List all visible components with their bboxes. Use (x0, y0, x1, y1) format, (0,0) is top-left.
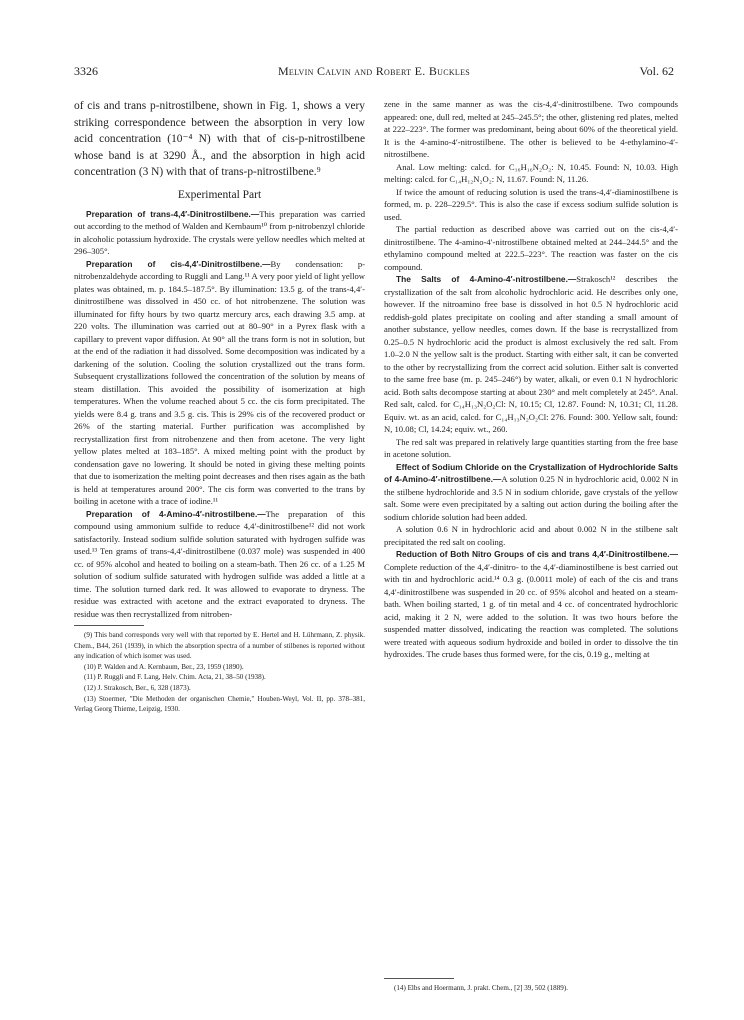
paragraph (384, 186, 678, 224)
paragraph-heading: Preparation of cis-4,4′-Dinitrostilbene.— (86, 258, 271, 269)
paragraph (384, 436, 678, 461)
paragraph (384, 548, 678, 661)
footnote: (9) This band corresponds very well with that reported by E. Hertel and H. Lührmann, Z. physik. Chem., B44, 261 (1939), in which the absorption spectra of a number of stilbenes is reported without any indication of which isomer was used. (74, 631, 365, 661)
paragraph (384, 223, 678, 273)
paragraph-text: The red salt was prepared in relatively large quantities starting from the free base in acetone solution. (384, 436, 678, 459)
right-column (384, 98, 678, 661)
paragraph-text: The preparation of this compound using ammonium sulfide to reduce 4,4′-dinitrostilbene¹² did not work satisfactorily. Instead sodium sulfide solution saturated with hydrogen sulfide was used.¹³ Ten grams of trans-4,4′-dinitrostilbene (0.037 mole) was suspended in 400 cc. of 95% alcohol and heated to boiling on a steam-bath. Then 26 cc. of a 1.25 M solution of sodium sulfide saturated with hydrogen sulfide was added a little at a time. The solution turned dark red. It was allowed to evaporate to dryness. The residue was extracted with acetone and the extract evaporated to dryness. The residue was then recrystallized from nitroben- (74, 508, 365, 619)
paragraph-text: The partial reduction as described above was carried out on the cis-4,4′-dinitrostilbene. The 4-amino-4′-nitrostilbene obtained melted at 244–244.5° and the ethylamino compound melted at 222.5–223°. The reaction was faster on the cis compound. (384, 224, 678, 272)
volume-label: Vol. 62 (639, 64, 674, 78)
paragraph-text: This preparation was carried out according to the method of Walden and Kernbaum¹⁰ from p-nitrobenzyl chloride in alcoholic potassium hydroxide. The crystals were yellow needles which melted at 296–305°. (74, 208, 366, 256)
footnote: (11) P. Ruggli and F. Lang, Helv. Chim. Acta, 21, 38–50 (1938). (84, 673, 266, 682)
paragraph-text: If twice the amount of reducing solution is used the trans-4,4′-diaminostilbene is formed, m. p. 228–229.5°. This is also the case if excess sodium sulfide solution is used. (384, 186, 678, 222)
paragraph (384, 98, 678, 161)
paragraph (384, 273, 678, 436)
paragraph (74, 208, 365, 258)
paragraph-heading: Preparation of trans-4,4′-Dinitrostilbene.— (86, 208, 260, 219)
paragraph-heading: Reduction of Both Nitro Groups of cis and trans 4,4′-Dinitrostilbene.— (396, 549, 678, 559)
paragraph-text: A solution 0.25 N in hydrochloric acid, 0.002 N in the stilbene hydrochloride and 3.5 N in sodium chloride, gave crystals of the yellow salt. Some were even precipitated by a salting out action during the boiling after the sodium chloride solution had been added. (384, 474, 678, 522)
paragraph-text: Strakosch¹² describes the crystallization of the salt from alcoholic hydrochloric acid. He describes only one, however. If the nitroamino free base is dissolved in hot 0.5 N hydrochloric acid reddish-gold plates precipitate on cooling and after standing a small amount of another substance, yellow needles, comes down. If the base is recrystallized from 0.25–0.5 N hydrochloric acid the product is almost exclusively the red salt. From 1.0–2.0 N the yellow salt is the product. Starting with either salt, it can be converted to the other by recrystallizing from the correct acid solution. Either salt is converted to the same free base (m. p. 245–246°) by water, alkali, or even 0.1 N hydrochloric acid. Both salts decompose starting at about 230° and melt completely at 245°. Anal. Red salt, calcd. for C₁₄H₁₃N₂O₂Cl: N, 10.15; Cl, 12.87. Found: N, 10.31; Cl, 11.28. Equiv. wt. as an acid, calcd. for C₁₄H₁₃N₂O₂Cl: 276. Found: 300. Yellow salt, found: N, 10.08; Cl, 14.24; equiv. wt., 260. (384, 274, 678, 434)
paragraph (384, 523, 678, 548)
paragraph (384, 161, 678, 186)
left-column (74, 98, 365, 715)
paragraph (74, 508, 365, 621)
footnote: (12) J. Strakosch, Ber., 6, 328 (1873). (84, 683, 191, 692)
paragraph-text: Complete reduction of the 4,4′-dinitro- to the 4,4′-diaminostilbene is best carried out with tin and hydrochloric acid.¹⁴ 0.3 g. (0.0011 mole) of each of the cis and trans 4,4′-dinitrostilbene was suspended in 20 cc. of 95% alcohol and heated on a steam-bath. When boiling started, 1 g. of tin metal and 4 cc. of concentrated hydrochloric acid, making it 2 N, were added to the solution. It was two hours before the suspended matter dissolved, indicating the reaction was completed. The solutions were treated with aqueous sodium hydroxide and boiled in order to dissolve the tin hydroxides. The crude bases thus formed were, for the cis, 0.19 g., melting at (384, 561, 678, 659)
paragraph (74, 258, 365, 508)
footnote-divider (384, 978, 454, 979)
paragraph-heading: Effect of Sodium Chloride on the Crystallization of Hydrochloride Salts of 4-Amino-4′-nitrostilbene.— (384, 461, 678, 484)
footnote-divider (74, 625, 144, 626)
page-header (74, 64, 674, 80)
page-number: 3326 (74, 64, 98, 78)
right-footnotes (384, 978, 678, 994)
footnotes (74, 630, 365, 715)
footnote: (10) P. Walden and A. Kernbaum, Ber., 23, 1959 (1890). (84, 662, 244, 671)
footnote: (13) Stoermer, "Die Methoden der organischen Chemie," Houben-Weyl, Vol. II, pp. 378–381, Verlag Georg Thieme, Leipzig, 1930. (74, 694, 365, 714)
running-authors: Melvin Calvin and Robert E. Buckles (277, 64, 471, 78)
paragraph (384, 461, 678, 524)
paragraph-heading: Preparation of 4-Amino-4′-nitrostilbene.— (86, 508, 266, 519)
footnote: (14) Elbs and Hoermann, J. prakt. Chem., [2] 39, 502 (1889). (394, 984, 568, 992)
paragraph-text: zene in the same manner as was the cis-4,4′-dinitrostilbene. Two compounds appeared: one, dull red, melted at 245–245.5°; the other, glistening red plates, melted at 222–223°. The former was predominant, being about 60% of the theoretical yield. It is the 4-amino-4′-nitrostilbene. The other is believed to be 4-ethylamino-4′-nitrostilbene. (384, 99, 678, 159)
paragraph-text: Anal. Low melting: calcd. for C₁₆H₁₆N₂O₂: N, 10.45. Found: N, 10.03. High melting: calcd. for C₁₄H₁₂N₂O₂: N, 11.67. Found: N, 11.26. (384, 161, 678, 184)
paragraph-text: A solution 0.6 N in hydrochloric acid and about 0.002 N in the stilbene salt precipitated the red salt on cooling. (384, 524, 678, 547)
paragraph-text: By condensation: p-nitrobenzaldehyde according to Ruggli and Lang.¹¹ A very poor yield of light yellow plates was obtained, m. p. 184.5–187.5°. By illumination: 13.5 g. of the trans-4,4′-dinitrostilbene was dissolved in 450 cc. of hot nitrobenzene. The solution was illuminated for fifty hours by two quartz mercury arcs, each drawing 3.5 amp. at 220 volts. The illumination was carried out at 80–90° in a Pyrex flask with a capillary to prevent vapor diffusion. At 90° all the trans form is not in solution, but at the end of the radiation it had dissolved. Some decomposition was indicated by a darkening of the solution. Cooling the solution crystallized out the trans form. Subsequent crystallizations followed the concentration of the solution by means of steam distillation. This avoided the possibility of isomerization at high temperatures. When the volume reached about 5 cc. the cis form precipitated. The yields were 8.4 g. trans and 3.5 g. cis. This is 29% cis of the recovered product or 26% of the starting material. Further purification was accomplished by recrystallization first from nitrobenzene and then from acetone. The very light yellow plates melted at 183–185°. A mixed melting point with the product by condensation gave no lowering. It should be noted in giving these melting points that due to isomerization the melting point decreases and then rises again as the bath is held at temperatures around 200°. The cis form was converted to the trans by boiling in acetone with a trace of iodine.¹¹ (74, 258, 365, 506)
intro-paragraph: of cis and trans p-nitrostilbene, shown in Fig. 1, shows a very striking correspondence between the absorption in very low acid concentration (10⁻⁴ N) with that of cis-p-nitrostilbene whose band is at 3290 Å., and the absorption in high acid concentration (3 N) with that of trans-p-nitrostilbene.⁹ (74, 100, 365, 178)
section-title: Experimental Part (177, 188, 262, 201)
paragraph-heading: The Salts of 4-Amino-4′-nitrostilbene.— (396, 274, 577, 284)
